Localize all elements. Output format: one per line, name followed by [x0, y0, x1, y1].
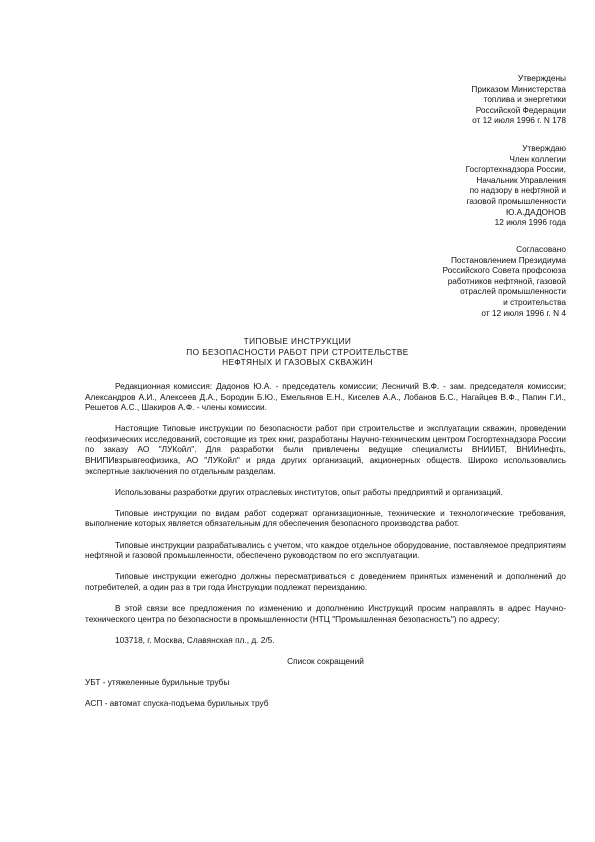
- approval-block-gosgortekhnadzor: [466, 143, 566, 228]
- paragraph-equipment: Типовые инструкции разрабатывались с учетом, что каждое отдельное оборудование, поставляемое предприятиям нефтяной и газовой промышленности, обеспечено руководством по его эксплуатации.: [85, 539, 566, 561]
- title-line: ТИПОВЫЕ ИНСТРУКЦИИ: [243, 336, 352, 346]
- abbreviations-heading: Список сокращений: [287, 655, 364, 666]
- paragraph-revision: Типовые инструкции ежегодно должны пересматриваться с доведением принятых изменений и дополнений до потребителей, а один раз в три года Инструкции подлежат переизданию.: [85, 571, 566, 592]
- abbreviation-item: УБТ - утяжеленные бурильные трубы: [85, 676, 230, 687]
- document-title: [0, 336, 595, 368]
- approval-line: Начальник Управления: [476, 174, 566, 185]
- paragraph-instructions-intro: Настоящие Типовые инструкции по безопасности работ при строительстве и эксплуатации скважин, проведении геофизических исследований, состоящие из трех книг, разработаны Научно-техническим центром Госгортехнадзора России по заказу АО "ЛУКойл". Для разработки были привлечены ведущие специалисты ВНИИБТ, ВНИИнефть, ВНИПИвзрывгеофизика, АО "ЛУКойл" и ряда других организаций, акционерных обществ. Широко использовались экспертные заключения по отдельным разделам.: [85, 423, 566, 476]
- abbreviation-item: АСП - автомат спуска-подъема бурильных труб: [85, 697, 269, 708]
- approval-line: от 12 июля 1996 г. N 4: [481, 307, 566, 318]
- approval-line: Член коллегии: [509, 153, 566, 164]
- approval-line: Утверждаю: [522, 143, 566, 153]
- approval-line: Согласовано: [516, 244, 566, 254]
- approval-line: Российского Совета профсоюза: [442, 265, 566, 276]
- approval-line: от 12 июля 1996 г. N 178: [472, 115, 566, 126]
- approval-line: Госгортехнадзора России,: [465, 164, 566, 175]
- approval-line: Ю.А.ДАДОНОВ: [505, 206, 566, 217]
- approval-block-ministry: [471, 73, 566, 126]
- paragraph-editorial-commission: Редакционная комиссия: Дадонов Ю.А. - председатель комиссии; Лесничий В.Ф. - зам. председателя комиссии; Александров А.И., Алексеев Д.А., Бородин Б.Ю., Емельянов Е.Н., Киселев А.А., Лобанов Б.С., Нагайцев В.Ф., Папин Г.И., Решетов А.С., Шакиров А.Ф. - члены комиссии.: [85, 381, 566, 413]
- approval-line: 12 июля 1996 года: [494, 217, 566, 228]
- approval-block-union: [442, 244, 566, 318]
- paragraph-proposals: В этой связи все предложения по изменению и дополнению Инструкций просим направлять в адрес Научно-технического центра по безопасности в промышленности (НТЦ "Промышленная безопасность") по адресу:: [85, 602, 566, 624]
- approval-line: работников нефтяной, газовой: [447, 275, 566, 286]
- approval-line: отраслей промышленности: [460, 286, 566, 297]
- postal-address: 103718, г. Москва, Славянская пл., д. 2/5.: [115, 634, 275, 645]
- approval-line: Утверждены: [517, 73, 566, 83]
- document-body: [85, 381, 566, 719]
- approval-line: топлива и энергетики: [483, 94, 566, 105]
- title-line: ПО БЕЗОПАСНОСТИ РАБОТ ПРИ СТРОИТЕЛЬСТВЕ: [186, 346, 409, 357]
- paragraph-other-institutes: Использованы разработки других отраслевых институтов, опыт работы предприятий и организаций.: [115, 486, 503, 497]
- title-line: НЕФТЯНЫХ И ГАЗОВЫХ СКВАЖИН: [222, 357, 373, 368]
- paragraph-requirements: Типовые инструкции по видам работ содержат организационные, технические и технологические требования, выполнение которых является обязательным для обеспечения безопасного производства работ.: [85, 507, 566, 529]
- approval-line: и строительства: [503, 296, 566, 307]
- approval-line: по надзору в нефтяной и: [469, 185, 566, 196]
- approval-line: газовой промышленности: [466, 195, 566, 206]
- approval-line: Приказом Министерства: [471, 83, 566, 94]
- approval-line: Российской Федерации: [475, 104, 566, 115]
- approval-line: Постановлением Президиума: [450, 254, 566, 265]
